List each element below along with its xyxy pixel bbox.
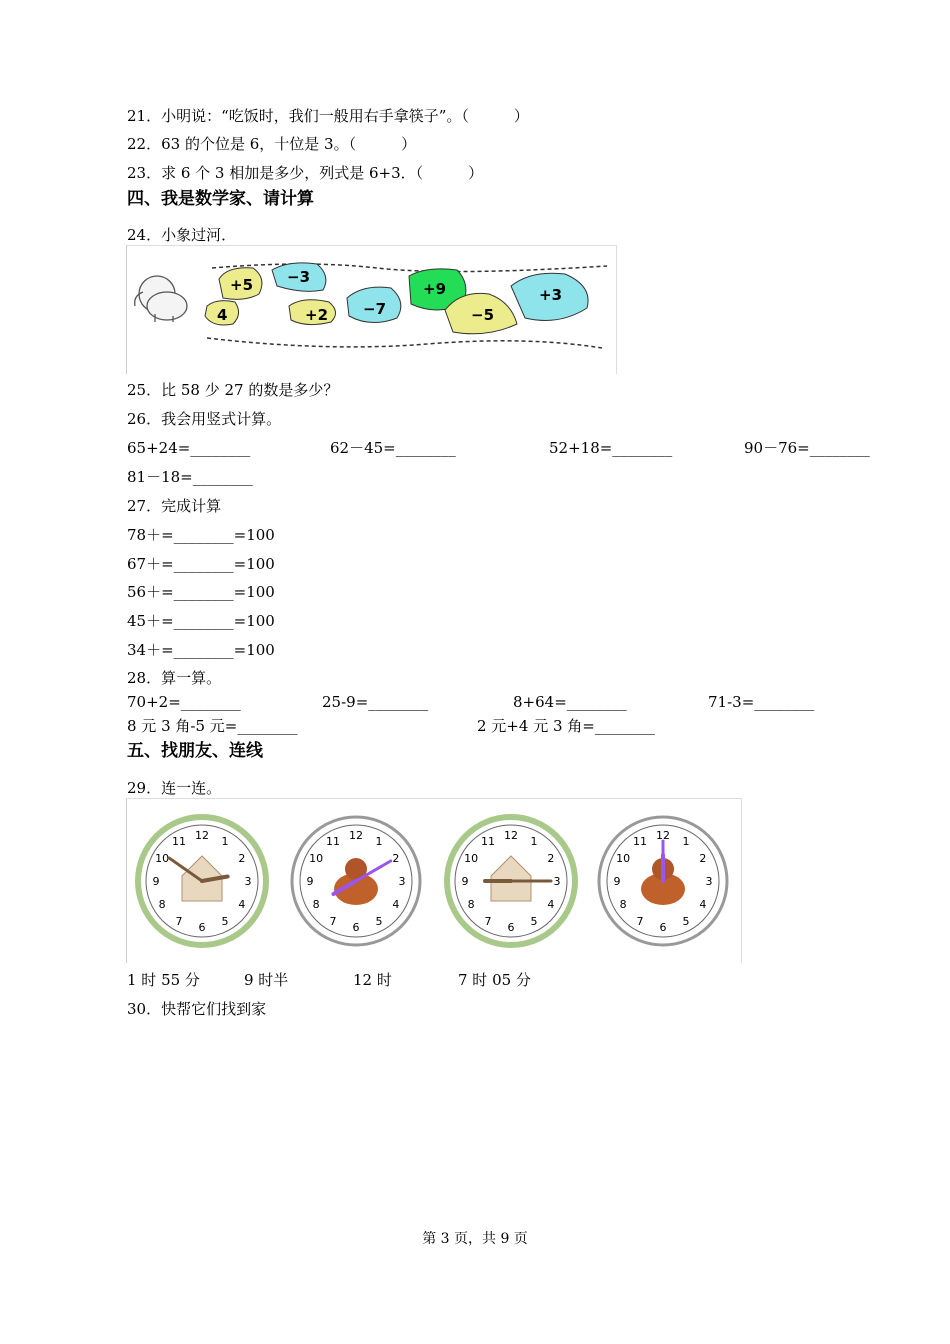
question-24: 24．小象过河． — [127, 226, 237, 244]
calc-item: 52+18=________ — [549, 439, 673, 457]
stone-label: +9 — [423, 280, 447, 298]
clock-number: 12 — [349, 829, 363, 842]
clock-number: 11 — [633, 835, 647, 849]
question-25: 25．比 58 少 27 的数是多少？ — [127, 381, 339, 399]
calc-item: 65+24=________ — [127, 439, 251, 457]
page-footer: 第 3 页，共 9 页 — [422, 1231, 528, 1247]
question-27: 27．完成计算 — [127, 497, 222, 515]
clock-number: 8 — [619, 898, 627, 911]
clock-number: 2 — [238, 852, 246, 865]
clock-number: 8 — [467, 898, 475, 911]
question-29: 29．连一连。 — [127, 779, 222, 797]
clock-face — [138, 817, 266, 945]
clock-number: 2 — [699, 852, 707, 865]
question-28: 28．算一算。 — [127, 669, 222, 687]
calc-item: 81－18=________ — [127, 468, 253, 486]
stone-label: −3 — [287, 268, 311, 286]
stone-label: 4 — [217, 306, 228, 324]
clock-number: 9 — [306, 875, 314, 888]
stone-label: −5 — [471, 306, 495, 324]
calc-item: 90－76=________ — [744, 439, 870, 457]
calc-item: 34＋=________=100 — [127, 641, 275, 659]
clock-number: 5 — [375, 914, 383, 928]
calc-item: 78＋=________=100 — [127, 526, 275, 544]
clock-number: 10 — [616, 852, 631, 865]
clock-number: 7 — [636, 914, 644, 928]
clock-number: 7 — [484, 914, 492, 928]
clock-number: 12 — [656, 829, 670, 842]
clock-number: 6 — [507, 921, 515, 934]
clock-number: 12 — [504, 829, 518, 842]
clock-number: 1 — [530, 835, 538, 849]
calc-item: 45＋=________=100 — [127, 612, 275, 630]
clock-number: 10 — [309, 852, 324, 865]
calc-item: 25-9=________ — [322, 693, 429, 711]
clock-number: 10 — [464, 852, 479, 865]
clock-number: 11 — [172, 835, 186, 849]
clock-face — [599, 817, 727, 945]
clock-number: 5 — [682, 914, 690, 928]
calc-item: 2 元+4 元 3 角=________ — [477, 717, 655, 735]
clock-number: 4 — [547, 898, 555, 911]
time-label: 1 时 55 分 — [127, 971, 200, 989]
question-21: 21．小明说：“吃饭时，我们一般用右手拿筷子”。（ ） — [127, 107, 529, 125]
clock-number: 3 — [553, 875, 561, 888]
clock-number: 9 — [613, 875, 621, 888]
time-label: 9 时半 — [244, 971, 289, 989]
river-crossing-figure — [126, 245, 617, 374]
clock-number: 5 — [530, 914, 538, 928]
clock-number: 10 — [155, 852, 170, 865]
clock-number: 8 — [158, 898, 166, 911]
clock-number: 3 — [244, 875, 252, 888]
clock-number: 9 — [152, 875, 160, 888]
clock-number: 3 — [398, 875, 406, 888]
clock-number: 4 — [238, 898, 246, 911]
clock-face — [292, 817, 420, 945]
section-5-heading: 五、找朋友、连线 — [127, 741, 263, 761]
clocks-figure — [126, 798, 742, 963]
clock-number: 1 — [682, 835, 690, 849]
clock-number: 8 — [312, 898, 320, 911]
clock-number: 4 — [699, 898, 707, 911]
calc-item: 71-3=________ — [708, 693, 815, 711]
time-label: 7 时 05 分 — [458, 971, 531, 989]
calc-item: 56＋=________=100 — [127, 583, 275, 601]
calc-item: 8 元 3 角-5 元=________ — [127, 717, 298, 735]
clock-number: 3 — [705, 875, 713, 888]
section-4-heading: 四、我是数学家、请计算 — [127, 189, 314, 209]
calc-item: 70+2=________ — [127, 693, 241, 711]
clock-number: 7 — [329, 914, 337, 928]
clock-number: 6 — [352, 921, 360, 934]
clock-face — [447, 817, 575, 945]
clock-number: 5 — [221, 914, 229, 928]
clock-number: 2 — [547, 852, 555, 865]
elephant-icon — [135, 276, 187, 322]
clock-number: 1 — [375, 835, 383, 849]
clock-number: 7 — [175, 914, 183, 928]
stone-label: +2 — [305, 306, 329, 324]
time-label: 12 时 — [353, 971, 392, 989]
clock-number: 11 — [481, 835, 495, 849]
stone-label: −7 — [363, 300, 387, 318]
question-23: 23．求 6 个 3 相加是多少，列式是 6+3．（ ） — [127, 164, 484, 182]
question-22: 22．63 的个位是 6，十位是 3。（ ） — [127, 135, 417, 153]
clock-number: 4 — [392, 898, 400, 911]
clock-number: 11 — [326, 835, 340, 849]
clock-number: 6 — [659, 921, 667, 934]
stone-label: +5 — [230, 276, 254, 294]
stone-label: +3 — [539, 286, 563, 304]
calc-item: 8+64=________ — [513, 693, 627, 711]
clock-number: 12 — [195, 829, 209, 842]
clock-number: 2 — [392, 852, 400, 865]
clock-number: 9 — [461, 875, 469, 888]
calc-item: 67＋=________=100 — [127, 555, 275, 573]
question-26: 26．我会用竖式计算。 — [127, 410, 282, 428]
clock-number: 6 — [198, 921, 206, 934]
clock-number: 1 — [221, 835, 229, 849]
calc-item: 62－45=________ — [330, 439, 456, 457]
question-30: 30．快帮它们找到家 — [127, 1000, 267, 1018]
